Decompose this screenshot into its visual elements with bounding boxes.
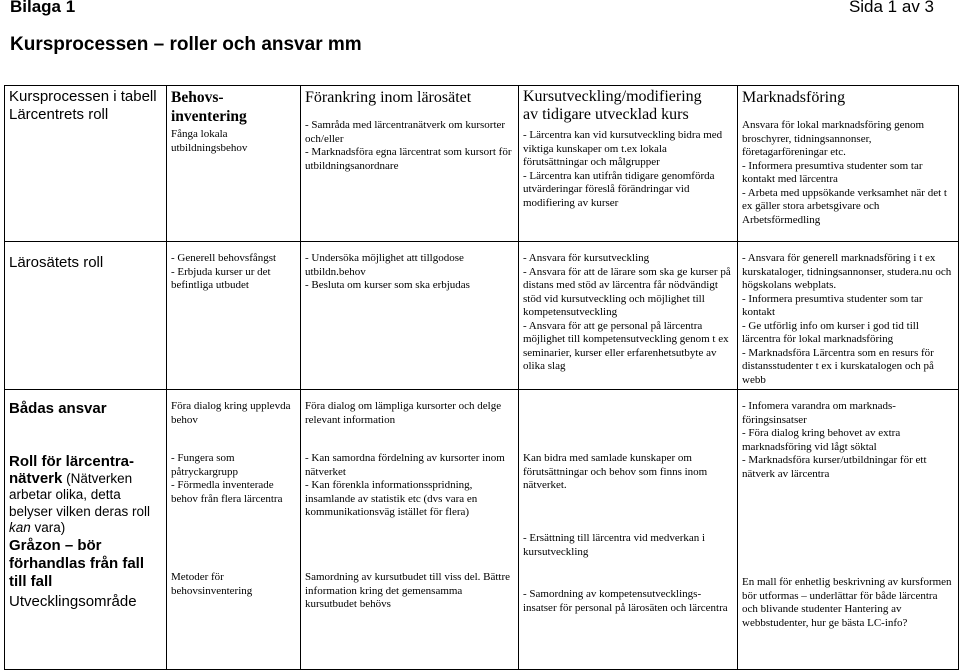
cell-text: Kan bidra med samlade kunskaper om förutsättningar och behov som finns inom nätverket. [523, 452, 708, 491]
row-label-roll-rest: (Nätverken arbetar olika, detta belyser vilken deras roll [9, 470, 151, 519]
row-labels-lower [5, 390, 167, 670]
cell-text: - Föra dialog kring behovet av extra marknadsföring vid lågt söktal [742, 427, 901, 453]
cell-text: Samordning av kursutbudet till viss del. Bättre information kring det gemensamma kursutbudet behövs [305, 571, 511, 610]
cell-text: - Lärcentra kan utifrån tidigare genomförda utvärderingar föreslå förändringar vid modifiering av kurser [523, 169, 715, 209]
column-kursutveckling [519, 86, 738, 242]
cell-text: - Marknadsföra kurser/utbildningar för ett nätverk av lärcentra [742, 454, 927, 480]
row-label-utvecklingsomrade: Utvecklingsområde [9, 592, 137, 610]
cell-text: Ansvara för lokal marknadsföring genom broschyrer, tidningsannonser, företagarföreningar etc. [742, 119, 925, 158]
column-behovsinventering [167, 86, 301, 242]
column-heading: Behovs-inventering [171, 89, 247, 125]
row-label-roll-end: vara) [30, 520, 66, 535]
row-label-larcentrets-roll: Lärcentrets roll [9, 106, 109, 123]
cell-text: - Informera presumtiva studenter som tar kontakt [742, 292, 923, 318]
cell [738, 242, 959, 390]
cell-text: - Erbjuda kurser ur det befintliga utbudet [171, 265, 271, 291]
page-title: Kursprocessen – roller och ansvar mm [10, 34, 362, 55]
column-marknadsforing [738, 86, 959, 242]
corner-cell [5, 86, 167, 242]
column-heading-line1: Kursutveckling/modifiering [523, 88, 702, 105]
row-label-roll-bold: Roll för lärcentra-nätverk [9, 453, 135, 487]
cell-text: - Lärcentra kan vid kursutveckling bidra med viktiga kunskaper om t.ex lokala förutsättningar och målgrupper [523, 129, 723, 168]
cell-text: - Undersöka möjlighet att tillgodose utbildn.behov [305, 252, 464, 278]
cell-lower-col4 [738, 390, 959, 670]
cell [301, 242, 519, 390]
cell-text: - Generell behovsfångst [171, 252, 277, 264]
cell-text: - Ansvara för att de lärare som ska ge kurser på distans med stöd av lärcentra får nödvändigt stöd vid kursutveckling och möjlighet till kompetensutveckling [523, 265, 731, 318]
cell-text: - Ansvara för generell marknadsföring i t ex kurskataloger, tidningsannonser, studera.nu och högskolans webplats. [742, 252, 952, 291]
kursprocess-table [4, 85, 959, 670]
cell-lower-col1 [167, 390, 301, 670]
cell-text: - Informera presumtiva studenter som tar kontakt med lärcentra [742, 159, 923, 185]
cell-text: - Besluta om kurser som ska erbjudas [305, 279, 470, 291]
table-row-larosatets-roll [5, 242, 959, 390]
corner-title: Kursprocessen i tabell [9, 88, 157, 105]
cell-text: - Ge utförlig info om kurser i god tid till lärcentra för lokal marknadsföring [742, 319, 919, 345]
cell-lower-col2 [301, 390, 519, 670]
cell-lower-col3 [519, 390, 738, 670]
column-heading: Marknadsföring [742, 89, 846, 106]
cell-text: - Kan samordna fördelning av kursorter inom nätverket [305, 452, 505, 478]
cell-text: Föra dialog kring upplevda behov [171, 400, 291, 426]
cell-text: - Marknadsföra egna lärcentrat som kursort för utbildningsanordnare [305, 146, 512, 172]
cell-text: En mall för enhetlig beskrivning av kursformen bör utformas – underlättar för både lärcentra och blivande studenter Hantering av webbstudenter, hur ge bästa LC-info? [742, 576, 952, 629]
header-page-number: Sida 1 av 3 [848, 0, 934, 16]
cell-text: - Kan förenkla informationsspridning, insamlande av statistik etc (dvs vara en kommunikationsväg istället för flera) [305, 479, 478, 518]
cell [519, 242, 738, 390]
column-heading-line2: av tidigare utvecklad kurs [523, 106, 689, 123]
column-heading: Förankring inom lärosätet [305, 89, 472, 106]
cell-text: - Ansvara för kursutveckling [523, 252, 650, 264]
cell-text: - Arbeta med uppsökande verksamhet när det t ex gäller stora arbetsgivare och Arbetsförmedling [742, 186, 947, 226]
row-label-larosatets-roll: Lärosätets roll [9, 254, 104, 271]
row-label-roll-kan: kan [9, 520, 31, 535]
table-row-lower [5, 390, 959, 670]
cell-text: - Förmedla inventerade behov från flera lärcentra [171, 479, 283, 505]
cell-text: - Samordning av kompetensutvecklings-insatser för personal på lärosäten och lärcentra [523, 588, 728, 614]
cell-text: Fånga lokala utbildningsbehov [171, 128, 248, 154]
row-label-cell [5, 242, 167, 390]
row-label-grazon: Gråzon – bör förhandlas från fall till fall [9, 536, 145, 590]
header-left: Bilaga 1 [10, 0, 76, 16]
cell-text: - Ansvara för att ge personal på lärcentra möjlighet till kompetensutveckling genom t ex seminarier, kurser eller erfarenhetsutbyte av olika slag [523, 319, 729, 372]
row-label-bados-ansvar: Bådas ansvar [9, 400, 107, 417]
cell-text: Metoder för behovsinventering [171, 571, 253, 597]
cell-text: - Fungera som påtryckargrupp [171, 452, 238, 478]
table-row-larcentrets-roll [5, 86, 959, 242]
column-forankring [301, 86, 519, 242]
cell [167, 242, 301, 390]
cell-text: - Ersättning till lärcentra vid medverkan i kursutveckling [523, 532, 706, 558]
cell-text: - Marknadsföra Lärcentra som en resurs för distansstudenter t ex i kurskatalogen och på webb [742, 346, 934, 386]
cell-text: - Infomera varandra om marknads-föringsinsatser [742, 400, 896, 426]
row-label-roll-natverk [9, 454, 162, 537]
cell-text: Föra dialog om lämpliga kursorter och delge relevant information [305, 400, 502, 426]
cell-text: - Samråda med lärcentranätverk om kursorter och/eller [305, 119, 506, 145]
